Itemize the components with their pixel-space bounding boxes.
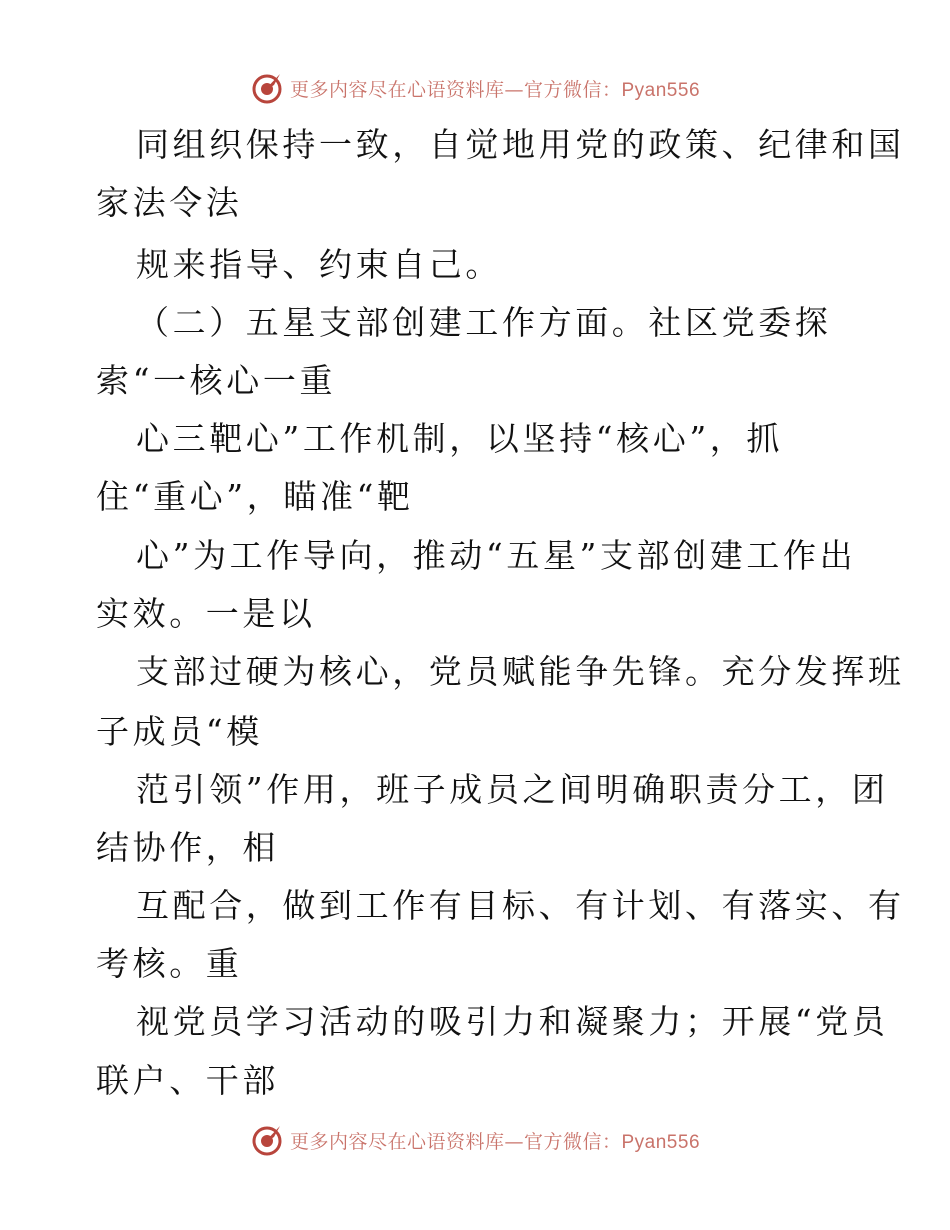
- text-line: 索“一核心一重: [96, 361, 337, 400]
- text-line: 规来指导、约束自己。: [136, 245, 502, 284]
- text-line: 视党员学习活动的吸引力和凝聚力；开展“党员: [136, 1002, 889, 1041]
- text-line: 心”为工作导向，推动“五星”支部创建工作出: [136, 536, 857, 575]
- text-line: 同组织保持一致，自觉地用党的政策、纪律和国: [136, 125, 905, 164]
- text-line: 实效。一是以: [96, 594, 316, 633]
- header-watermark: [0, 68, 950, 108]
- text-line: 支部过硬为核心，党员赋能争先锋。充分发挥班: [136, 652, 905, 691]
- text-line: 考核。重: [96, 944, 243, 983]
- footer-watermark: [0, 1120, 950, 1160]
- text-line: 结协作，相: [96, 828, 279, 867]
- quill-logo-icon: [250, 71, 284, 105]
- quill-logo-icon: [250, 1123, 284, 1157]
- text-line: 子成员“模: [96, 712, 263, 751]
- watermark-text: 更多内容尽在心语资料库—官方微信：Pyan556: [289, 78, 701, 101]
- text-line: 心三靶心”工作机制，以坚持“核心”，抓: [136, 419, 784, 458]
- text-line: 范引领”作用，班子成员之间明确职责分工，团: [136, 770, 889, 809]
- text-line: （二）五星支部创建工作方面。社区党委探: [136, 303, 832, 342]
- text-line: 互配合，做到工作有目标、有计划、有落实、有: [136, 886, 905, 925]
- text-line: 住“重心”，瞄准“靶: [96, 477, 414, 516]
- text-line: 家法令法: [96, 183, 243, 222]
- text-line: 联户、干部: [96, 1061, 279, 1100]
- watermark-text: 更多内容尽在心语资料库—官方微信：Pyan556: [289, 1130, 701, 1153]
